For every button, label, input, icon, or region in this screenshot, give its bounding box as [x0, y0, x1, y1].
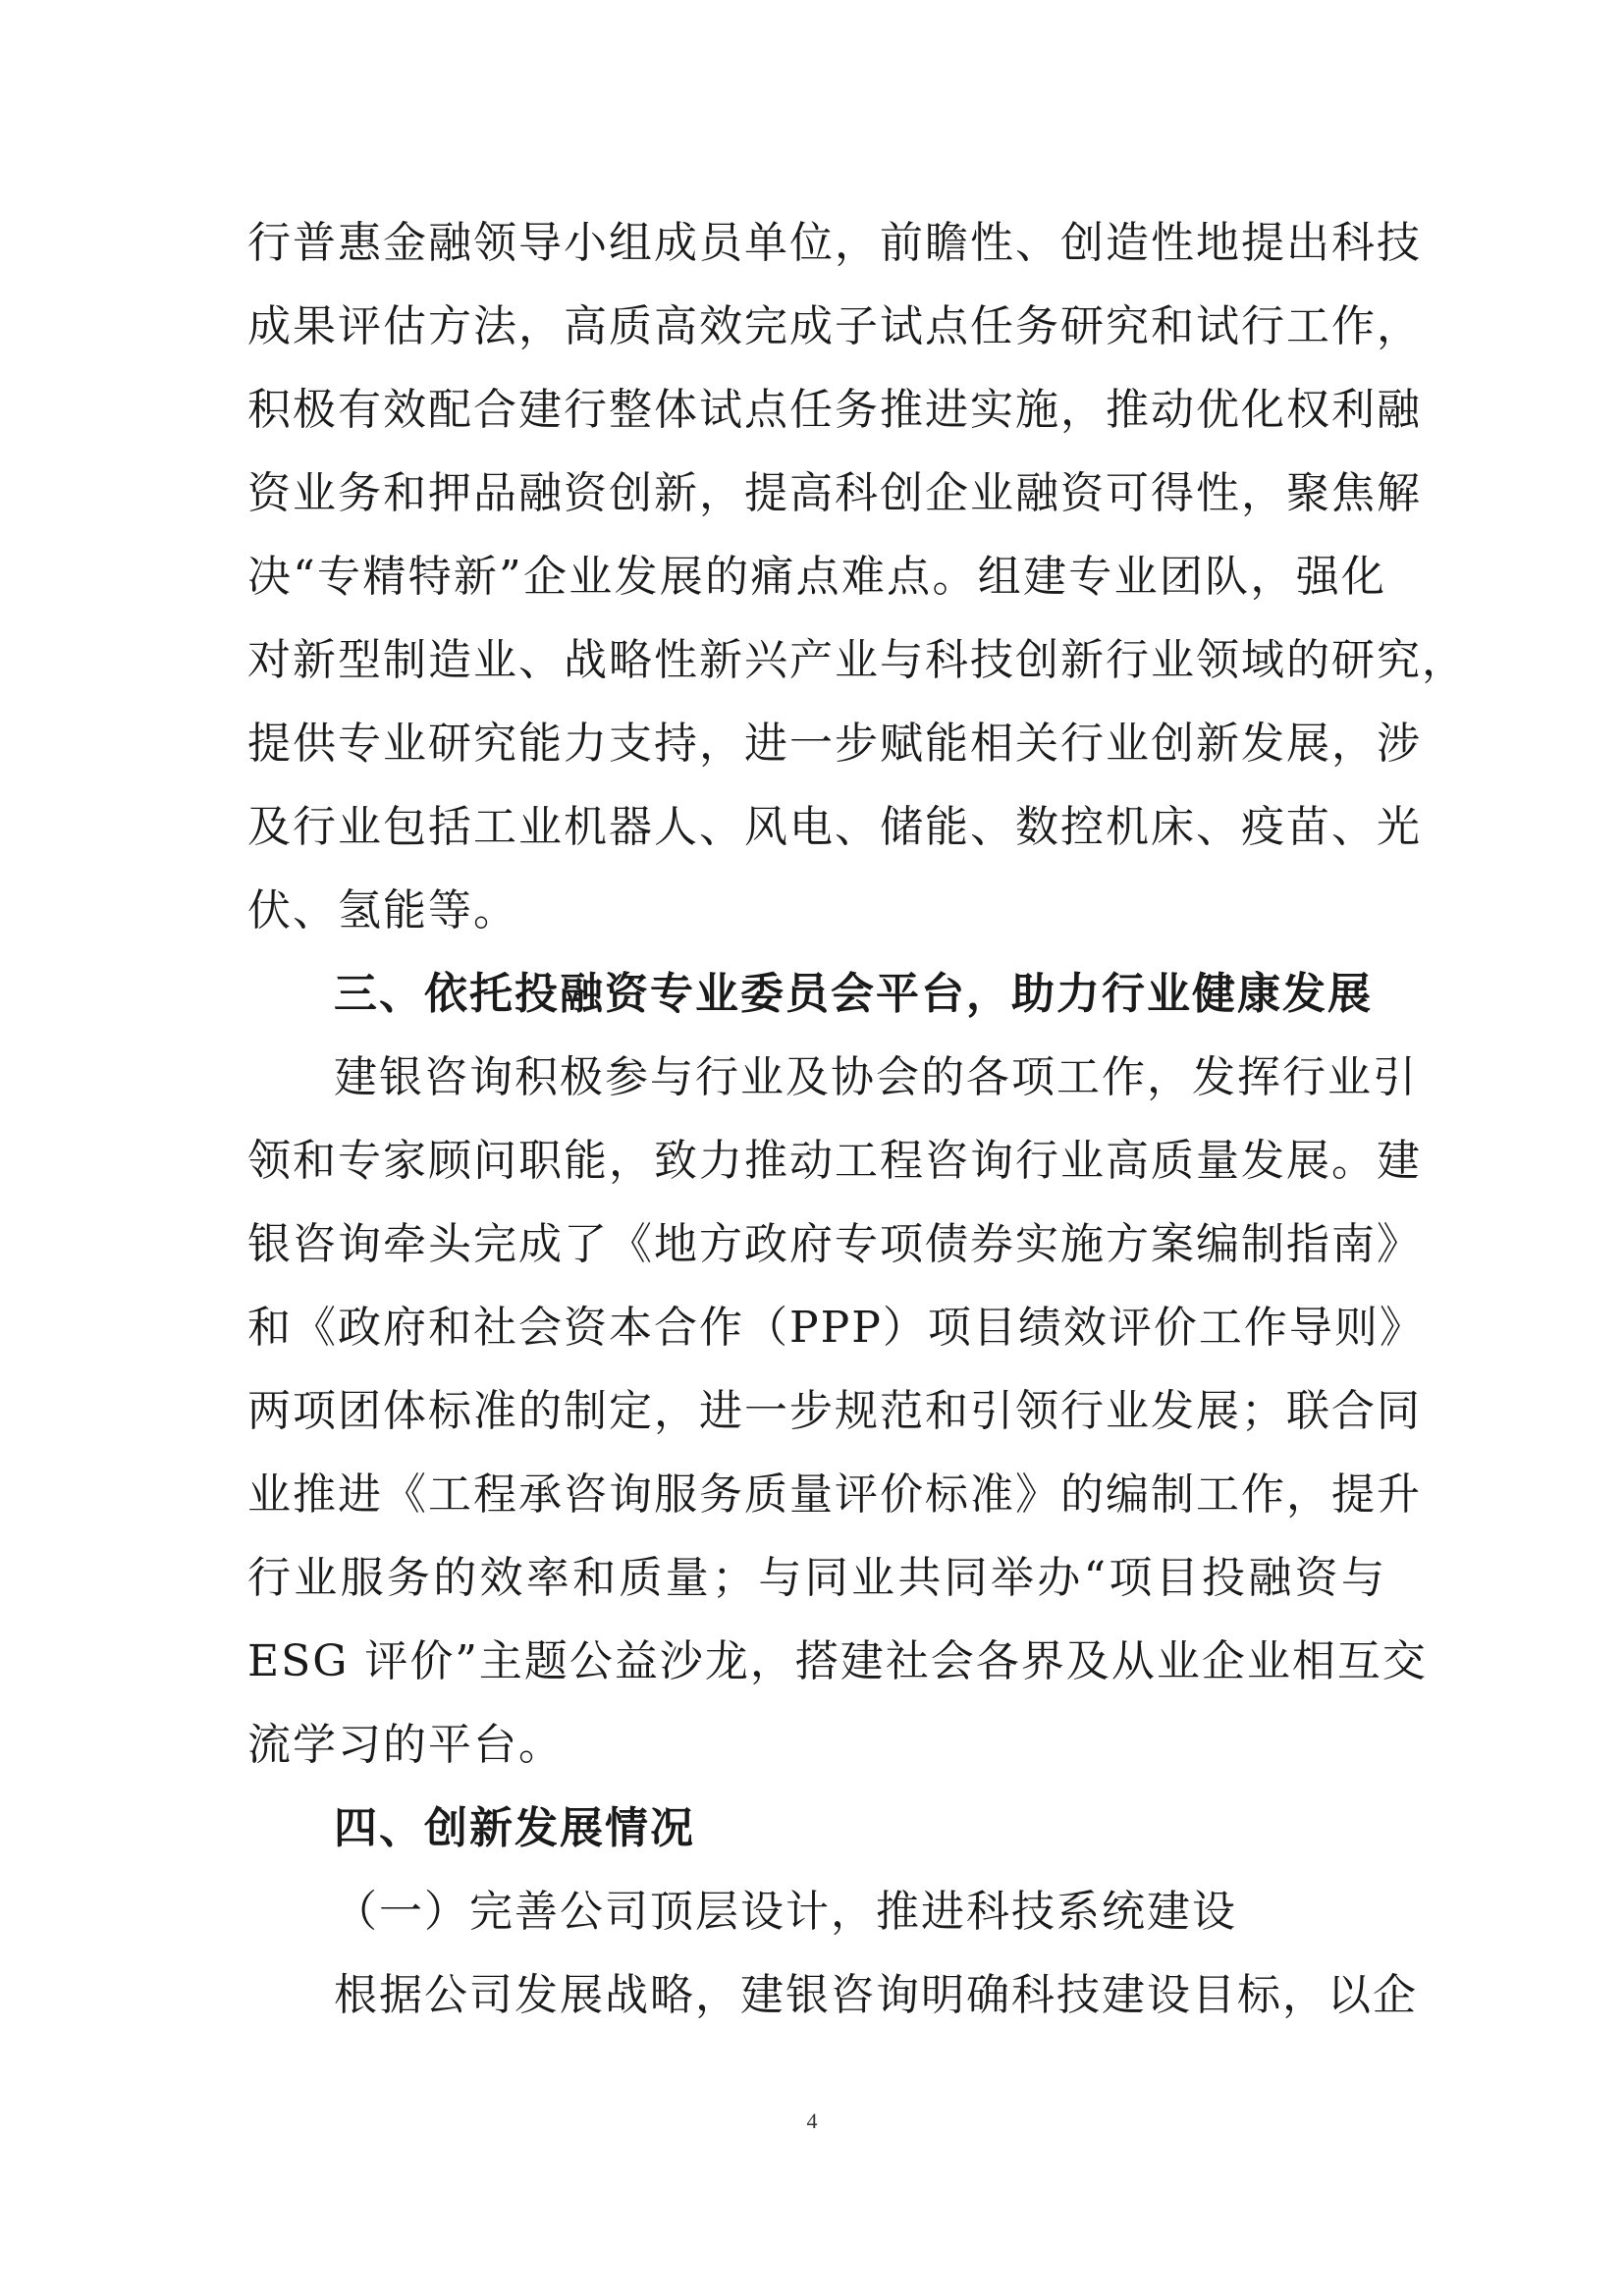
- paragraph-line: ESG 评价”主题公益沙龙，搭建社会各界及从业企业相互交: [247, 1636, 1428, 1686]
- paragraph-line: 伏、氢能等。: [247, 885, 518, 935]
- paragraph-line: 根据公司发展战略，建银咨询明确科技建设目标，以企: [334, 1970, 1418, 2020]
- paragraph-line: 流学习的平台。: [247, 1720, 564, 1770]
- paragraph-line: 积极有效配合建行整体试点任务推进实施，推动优化权利融: [247, 385, 1422, 435]
- paragraph-line: 行普惠金融领导小组成员单位，前瞻性、创造性地提出科技: [247, 218, 1422, 268]
- paragraph-line: 提供专业研究能力支持，进一步赋能相关行业创新发展，涉: [247, 719, 1422, 769]
- section-heading: 四、创新发展情况: [334, 1803, 695, 1853]
- paragraph-line: 银咨询牵头完成了《地方政府专项债券实施方案编制指南》: [247, 1219, 1422, 1269]
- paragraph-line: 及行业包括工业机器人、风电、储能、数控机床、疫苗、光: [247, 802, 1422, 852]
- section-heading: 三、依托投融资专业委员会平台，助力行业健康发展: [334, 969, 1373, 1019]
- subsection-heading: （一）完善公司顶层设计，推进科技系统建设: [334, 1887, 1237, 1937]
- paragraph-line: 领和专家顾问职能，致力推动工程咨询行业高质量发展。建: [247, 1136, 1422, 1186]
- paragraph-line: 建银咨询积极参与行业及协会的各项工作，发挥行业引: [334, 1052, 1418, 1102]
- paragraph-line: 资业务和押品融资创新，提高科创企业融资可得性，聚焦解: [247, 468, 1422, 518]
- paragraph-line: 对新型制造业、战略性新兴产业与科技创新行业领域的研究，: [247, 635, 1467, 685]
- paragraph-line: 两项团体标准的制定，进一步规范和引领行业发展；联合同: [247, 1386, 1422, 1436]
- paragraph-line: 决“专精特新”企业发展的痛点难点。组建专业团队，强化: [247, 552, 1386, 602]
- paragraph-line: 成果评估方法，高质高效完成子试点任务研究和试行工作，: [247, 301, 1422, 351]
- page-number: 4: [806, 2109, 818, 2133]
- paragraph-line: 和《政府和社会资本合作（PPP）项目绩效评价工作导则》: [247, 1303, 1425, 1353]
- paragraph-line: 业推进《工程承咨询服务质量评价标准》的编制工作，提升: [247, 1469, 1422, 1520]
- paragraph-line: 行业服务的效率和质量；与同业共同举办“项目投融资与: [247, 1553, 1386, 1603]
